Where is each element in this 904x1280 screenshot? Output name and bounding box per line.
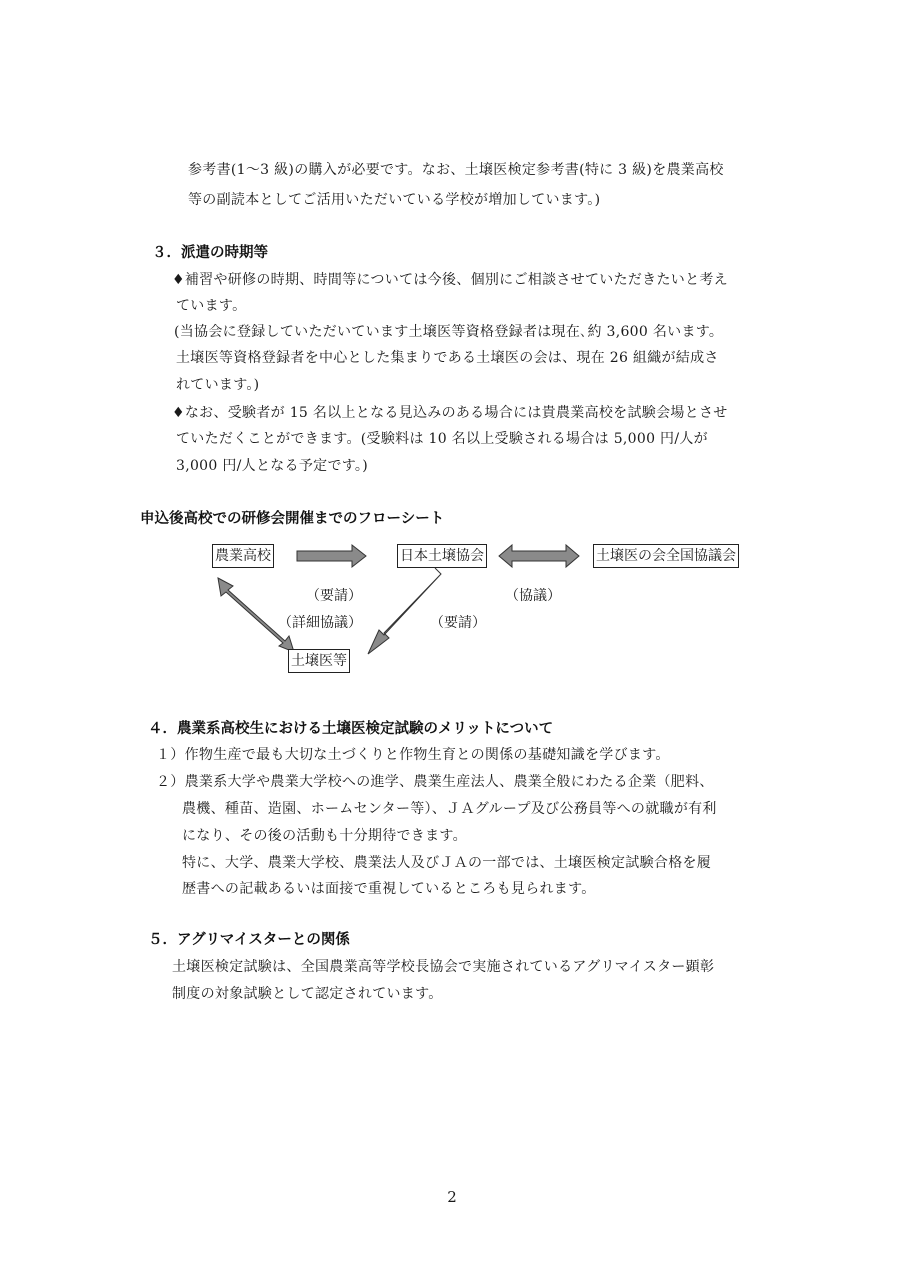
node-jssa: 日本土壌協会: [397, 544, 487, 568]
label-detail-consult: （詳細協議）: [278, 615, 362, 631]
arrow-jssa-to-doctor: [368, 568, 441, 654]
section3-line-7: ていただくことができます。(受験料は 10 名以上受験される場合は 5,000 円/人が: [176, 431, 708, 447]
label-request-2: （要請）: [430, 615, 486, 631]
section3-line-3: (当協会に登録していただいています土壌医等資格登録者は現在､約 3,600 名います。: [174, 324, 724, 340]
arrow-jssa-council: [499, 545, 579, 567]
section4-heading: ４．農業系高校生における土壌医検定試験のメリットについて: [148, 721, 554, 737]
section4-line-6: 歴書への記載あるいは面接で重視しているところも見られます。: [182, 881, 596, 897]
section3-line-2: ています。: [176, 298, 247, 314]
intro-line-2: 等の副読本としてご活用いただいている学校が増加しています。): [188, 192, 601, 208]
section3-line-1: ♦補習や研修の時期、時間等については今後、個別にご相談させていただきたいと考え: [172, 272, 728, 288]
flow-heading: 申込後高校での研修会開催までのフローシート: [140, 511, 445, 527]
section3-heading: ３．派遣の時期等: [152, 245, 268, 261]
section3-line-4: 土壌医等資格登録者を中心とした集まりである土壌医の会は、現在 26 組織が結成さ: [176, 350, 719, 366]
node-school: 農業高校: [212, 544, 274, 568]
section4-line-4: になり、その後の活動も十分期待できます。: [182, 828, 467, 844]
node-council: 土壌医の会全国協議会: [593, 544, 739, 568]
section3-line-6: ♦なお、受験者が 15 名以上となる見込みのある場合には貴農業高校を試験会場とさせ: [172, 405, 728, 421]
section5-heading: ５．アグリマイスターとの関係: [148, 932, 350, 948]
section4-line-1: １）作物生産で最も大切な土づくりと作物生育との関係の基礎知識を学びます。: [156, 747, 670, 763]
section5-line-2: 制度の対象試験として認定されています。: [172, 986, 443, 1002]
section4-line-2: ２）農業系大学や農業大学校への進学、農業生産法人、農業全般にわたる企業（肥料、: [156, 774, 714, 790]
section5-line-1: 土壌医検定試験は、全国農業高等学校長協会で実施されているアグリマイスター顕彰: [172, 959, 715, 975]
section3-line-5: れています。): [176, 377, 260, 393]
page-number: 2: [447, 1188, 457, 1206]
label-consult: （協議）: [505, 588, 561, 604]
node-doctor: 土壌医等: [288, 649, 350, 673]
intro-line-1: 参考書(1〜3 級)の購入が必要です。なお、土壌医検定参考書(特に 3 級)を農業高校: [188, 162, 724, 178]
arrow-school-to-jssa: [297, 545, 366, 567]
label-request-1: （要請）: [306, 588, 362, 604]
section4-line-3: 農機、種苗、造園、ホームセンター等）、ＪＡグループ及び公務員等への就職が有利: [182, 801, 717, 817]
section4-line-5: 特に、大学、農業大学校、農業法人及びＪＡの一部では、土壌医検定試験合格を履: [182, 855, 712, 871]
section3-line-8: 3,000 円/人となる予定です。): [176, 458, 368, 474]
